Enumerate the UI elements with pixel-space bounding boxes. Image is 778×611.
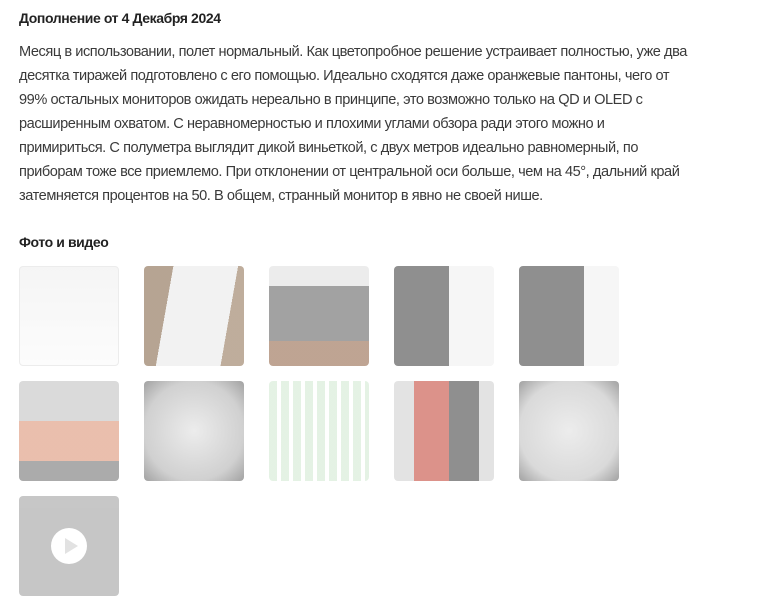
text-line: затемняется процентов на 50. В общем, странный монитор в явно не своей нише. — [19, 188, 543, 204]
photo-thumbnail[interactable] — [394, 266, 494, 366]
text-line: 99% остальных мониторов ожидать нереально в принципе, это возможно только на QD и OLED с — [19, 92, 643, 108]
review-text — [19, 40, 778, 208]
text-line: расширенным охватом. С неравномерностью и плохими углами обзора ради этого можно и — [19, 116, 605, 132]
photo-thumbnail[interactable] — [19, 381, 119, 481]
photo-thumbnail[interactable] — [269, 381, 369, 481]
photo-thumbnail[interactable] — [144, 266, 244, 366]
photo-thumbnail[interactable] — [269, 266, 369, 366]
photo-thumbnail[interactable] — [519, 381, 619, 481]
play-icon — [51, 528, 87, 564]
text-line: приборам тоже все приемлемо. При отклонении от центральной оси больше, чем на 45°, дальний край — [19, 164, 680, 180]
photo-thumbnail[interactable] — [144, 381, 244, 481]
photo-thumbnail[interactable] — [19, 266, 119, 366]
text-line: примириться. С полуметра выглядит дикой виньеткой, с двух метров идеально равномерный, по — [19, 140, 639, 156]
text-line: десятка тиражей подготовлено с его помощью. Идеально сходятся даже оранжевые пантоны, чего от — [19, 68, 670, 84]
photo-thumbnail[interactable] — [394, 381, 494, 481]
photo-thumbnail[interactable] — [519, 266, 619, 366]
update-title: Дополнение от 4 Декабря 2024 — [19, 10, 221, 26]
text-line: Месяц в использовании, полет нормальный. Как цветопробное решение устраивает полностью, уже два — [19, 44, 687, 60]
media-title: Фото и видео — [19, 234, 109, 250]
video-thumbnail[interactable] — [19, 496, 119, 596]
